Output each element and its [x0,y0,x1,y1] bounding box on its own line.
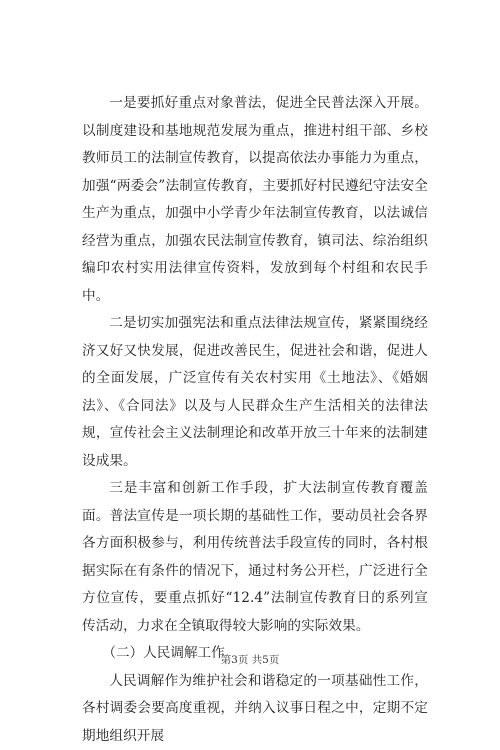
page-footer: 第3页 共5页 [0,652,500,667]
paragraph-innovation-methods: 三是丰富和创新工作手段，扩大法制宣传教育覆盖面。普法宣传是一项长期的基础性工作，要动员社会各界各方面积极参与，利用传统普法手段宣传的同时，各村根据实际在有条件的情况下，通过村务公开栏，广泛进行全方位宣传，要重点抓好“12.4”法制宣传教育日的系列宣传活动，力求在全镇取得较大影响的实际效果。 [82,475,428,640]
section-heading: （二）人民调解工作 [82,640,428,668]
document-body [82,90,428,750]
paragraph-constitution-publicity: 二是切实加强宪法和重点法律法规宣传，紧紧围绕经济又好又快发展，促进改善民生，促进社会和谐，促进人的全面发展，广泛宣传有关农村实用《土地法》、《婚姻法》、《合同法》以及与人民群众生产生活相关的法律法规，宣传社会主义法制理论和改革开放三十年来的法制建设成果。 [82,310,428,475]
paragraph-key-targets: 一是要抓好重点对象普法，促进全民普法深入开展。以制度建设和基地规范发展为重点，推进村组干部、乡校教师员工的法制宣传教育，以提高依法办事能力为重点，加强“两委会”法制宣传教育，主要抓好村民遵纪守法安全生产为重点，加强中小学青少年法制宣传教育，以法诚信经营为重点，加强农民法制宣传教育，镇司法、综治组织编印农村实用法律宣传资料，发放到每个村组和农民手中。 [82,90,428,310]
paragraph-mediation: 人民调解作为维护社会和谐稳定的一项基础性工作，各村调委会要高度重视，并纳入议事日程之中，定期不定期地组织开展 [82,668,428,750]
